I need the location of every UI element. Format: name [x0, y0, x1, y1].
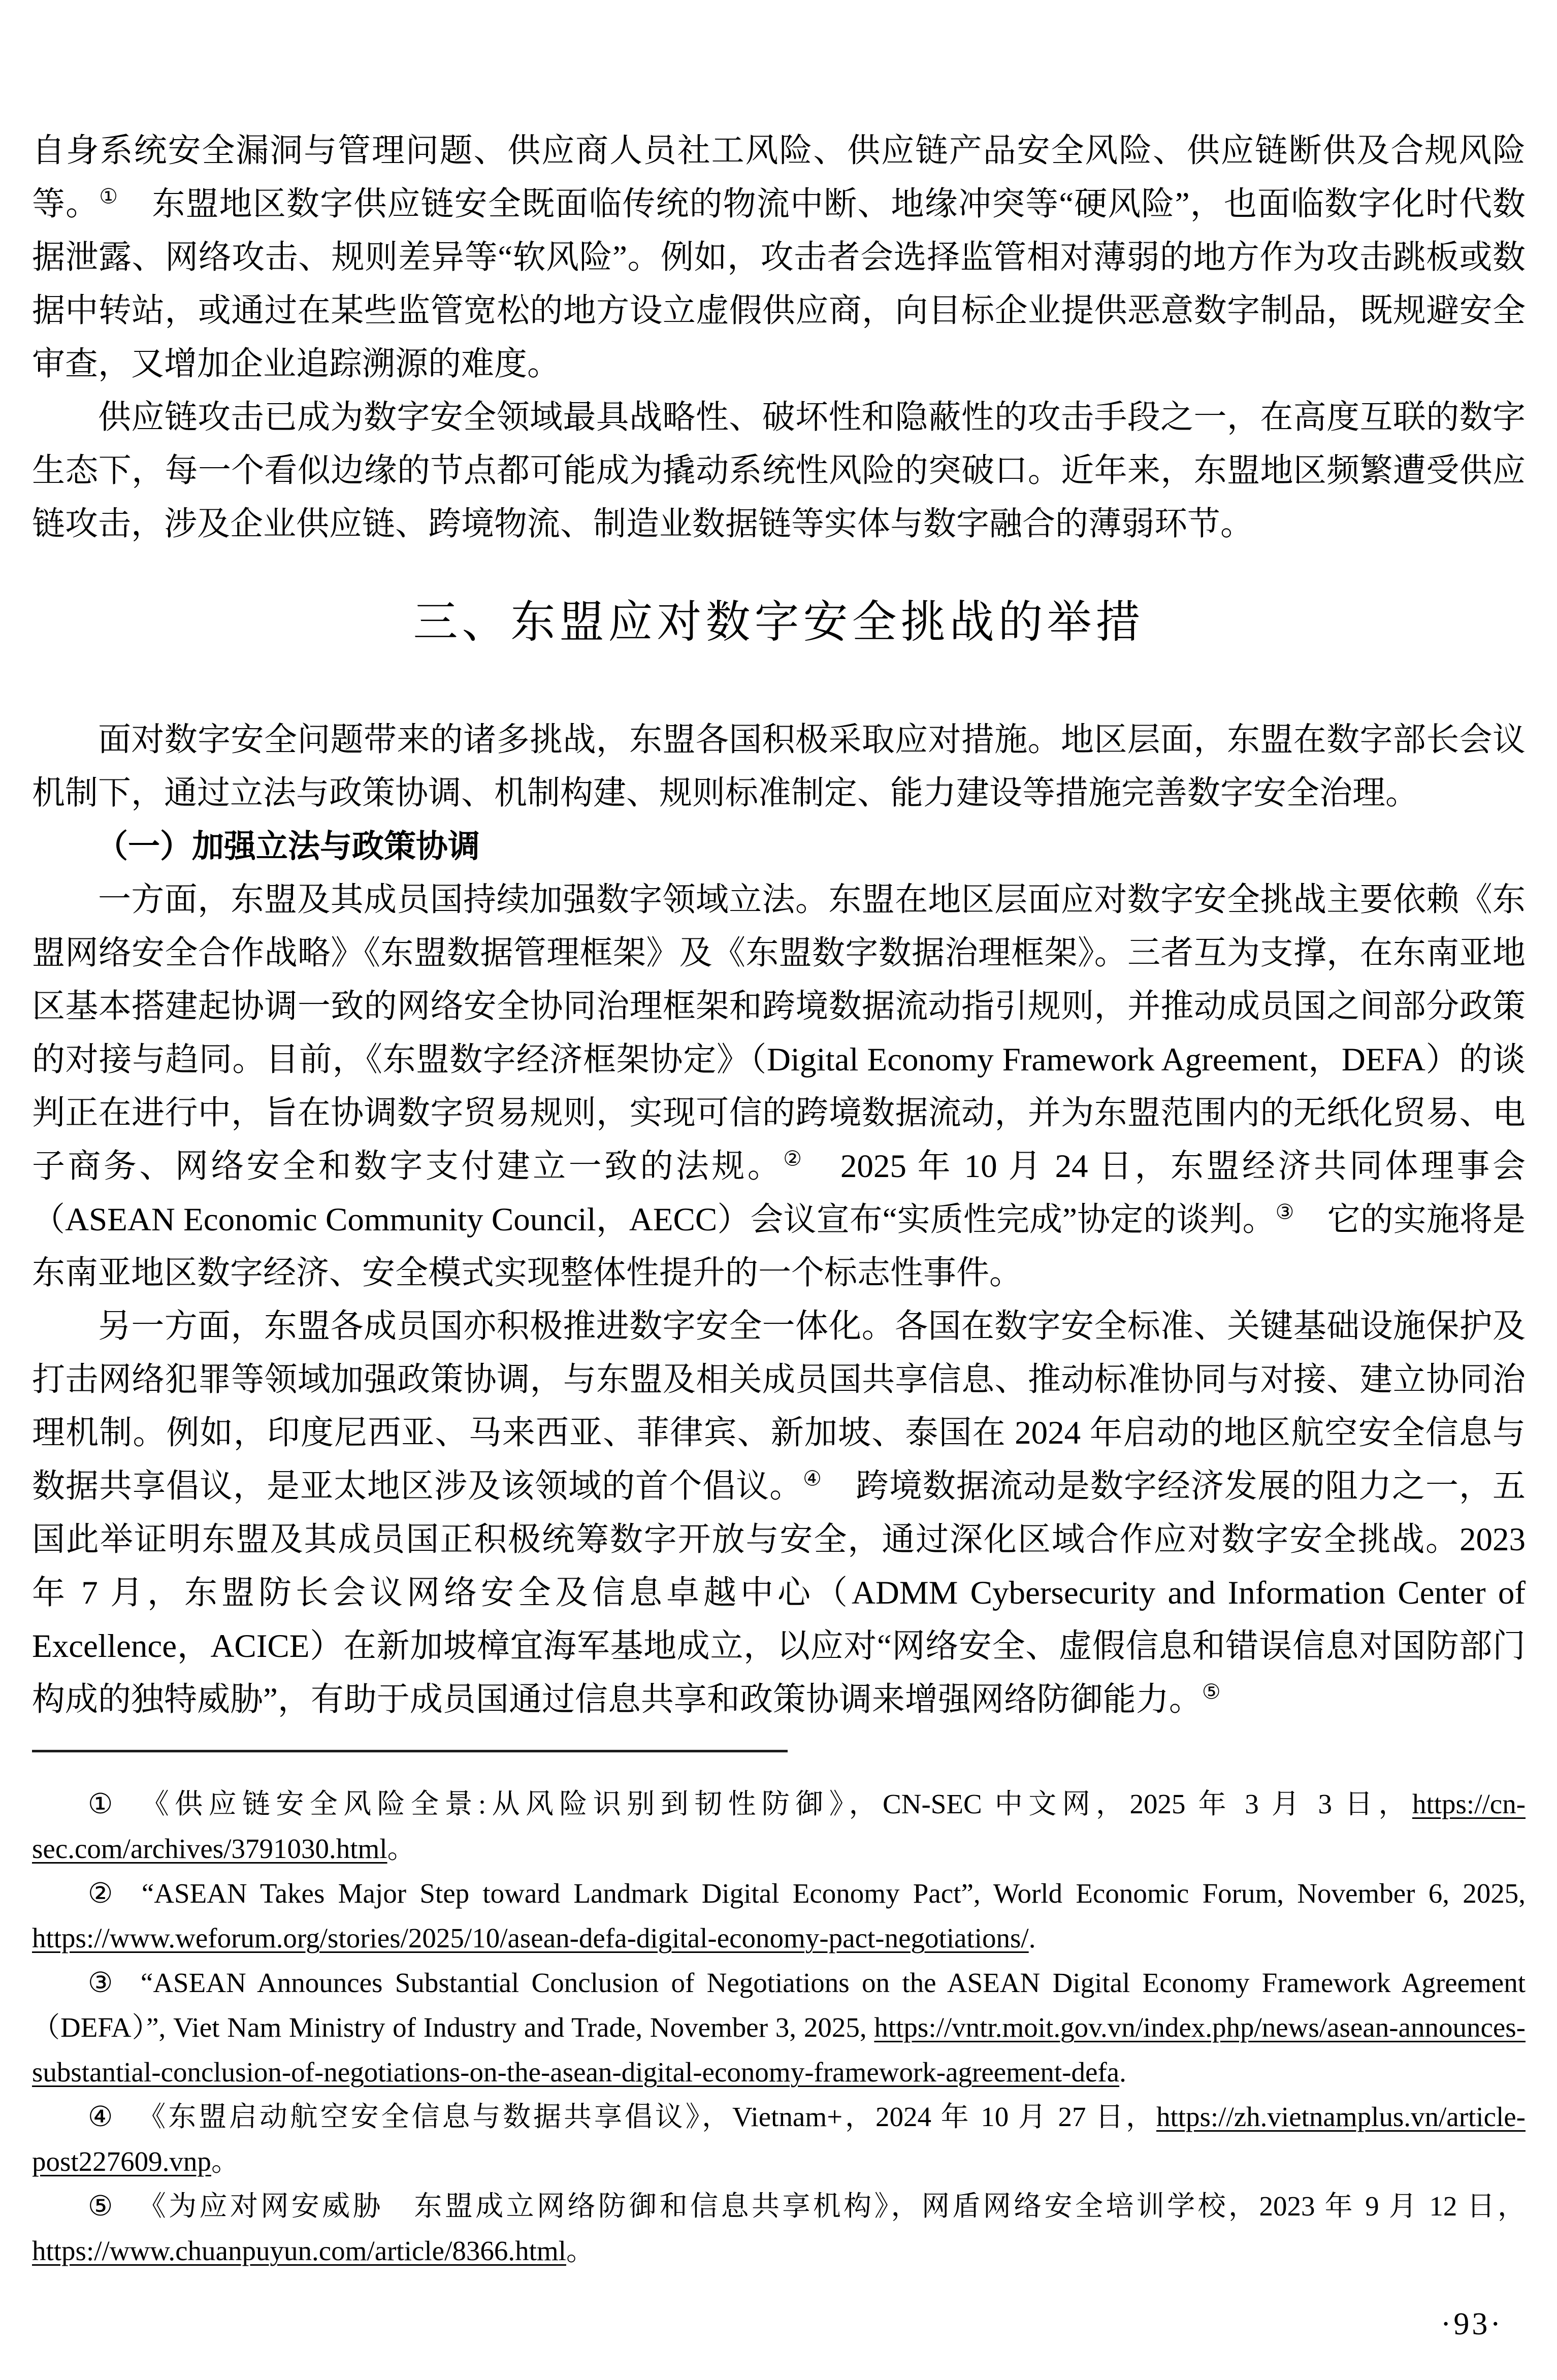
body-text: 跨境数据流动是数字经济发展的阻力之一，五国此举证明东盟及其成员国正积极统筹数字开放与安全，通过深化区域合作应对数字安全挑战。2023 年 7 月，东盟防长会议网络安全及信息卓越中心（ADMM Cybersecurity and Information Center of Excellence，ACICE）在新加坡樟宜海军基地成立，以应对“网络安全、虚假信息和错误信息对国防部门构成的独特威胁”，有助于成员国通过信息共享和政策协调来增强网络防御能力。 [32, 1468, 1526, 1718]
footnote-marker-2: ② [88, 1878, 119, 1909]
footnotes-list [32, 1782, 1526, 2273]
footnote-4 [32, 2095, 1526, 2184]
body-text: 东盟地区数字供应链安全既面临传统的物流中断、地缘冲突等“硬风险”，也面临数字化时代数据泄露、网络攻击、规则差异等“软风险”。例如，攻击者会选择监管相对薄弱的地方作为攻击跳板或数据中转站，或通过在某些监管宽松的地方设立虚假供应商，向目标企业提供恶意数字制品，既规避安全审查，又增加企业追踪溯源的难度。 [32, 186, 1526, 382]
paragraph [32, 713, 1526, 820]
footnote-text: . [1028, 1922, 1036, 1953]
footnote-marker-3: ③ [88, 1967, 118, 1998]
footnote-ref-4: ④ [803, 1466, 822, 1490]
footnote-marker-5: ⑤ [88, 2191, 116, 2222]
footnote-text: 《供应链安全风险全景:从风险识别到韧性防御》，CN-SEC 中文网，2025 年 3 月 3 日， [141, 1788, 1412, 1819]
footnote-text: “ASEAN Announces Substantial Conclusion of Negotiations on the ASEAN Digital Economy Framework Agreement（DEFA）”, Viet Nam Ministry of Industry and Trade, November 3, 2025, [32, 1967, 1526, 2043]
footnote-text: 《东盟启动航空安全信息与数据共享倡议》，Vietnam+，2024 年 10 月 27 日， [138, 2101, 1156, 2132]
footnote-5 [32, 2184, 1526, 2273]
paragraph [32, 1300, 1526, 1726]
body-text: 另一方面，东盟各成员国亦积极推进数字安全一体化。各国在数字安全标准、关键基础设施保护及打击网络犯罪等领域加强政策协调，与东盟及相关成员国共享信息、推动标准协同与对接、建立协同治理机制。例如，印度尼西亚、马来西亚、菲律宾、新加坡、泰国在 2024 年启动的地区航空安全信息与数据共享倡议，是亚太地区涉及该领域的首个倡议。 [32, 1308, 1526, 1505]
body-text: 自身系统安全漏洞与管理问题、供应商人员社工风险、供应链产品安全风险、供应链断供及合规风险等。 [32, 133, 1526, 222]
paragraph [32, 873, 1526, 1300]
footnote-text: 。 [566, 2235, 594, 2266]
footnote-text: “ASEAN Takes Major Step toward Landmark Digital Economy Pact”, World Economic Forum, November 6, 2025, [141, 1878, 1526, 1909]
footnote-marker-4: ④ [88, 2101, 116, 2132]
footnote-text: 。 [387, 1833, 415, 1864]
subsection-heading: （一）加强立法与政策协调 [96, 829, 480, 864]
paragraph [32, 391, 1526, 551]
body-text: 一方面，东盟及其成员国持续加强数字领域立法。东盟在地区层面应对数字安全挑战主要依赖《东盟网络安全合作战略》《东盟数据管理框架》及《东盟数字数据治理框架》。三者互为支撑，在东南亚地区基本搭建起协调一致的网络安全协同治理框架和跨境数据流动指引规则，并推动成员国之间部分政策的对接与趋同。目前，《东盟数字经济框架协定》（Digital Economy Framework Agreement，DEFA）的谈判正在进行中，旨在协调数字贸易规则，实现可信的跨境数据流动，并为东盟范围内的无纸化贸易、电子商务、网络安全和数字支付建立一致的法规。 [32, 882, 1526, 1185]
body-text: 它的实施将是东南亚地区数字经济、安全模式实现整体性提升的一个标志性事件。 [32, 1201, 1526, 1291]
footnote-ref-5: ⑤ [1202, 1680, 1221, 1704]
footnote-text: . [1119, 2057, 1126, 2088]
paragraph-continuation [32, 124, 1526, 391]
page-number: ·93· [1440, 2307, 1503, 2341]
footnote-link-2[interactable]: https://www.weforum.org/stories/2025/10/asean-defa-digital-economy-pact-negotiations/ [32, 1922, 1029, 1953]
footnote-link-3[interactable]: https://vntr.moit.gov.vn/index.php/news/asean-announces-substantial-conclusion-of-negotiations-on-the-asean-digital-economy-framework-agreement-defa [32, 2012, 1526, 2088]
footnote-text: 《为应对网安威胁 东盟成立网络防御和信息共享机构》，网盾网络安全培训学校，2023 年 9 月 12 日， [138, 2191, 1526, 2222]
footnote-1 [32, 1782, 1526, 1871]
footnote-link-4[interactable]: https://zh.vietnamplus.vn/article-post227609.vnp [32, 2101, 1526, 2177]
footnote-3 [32, 1961, 1526, 2095]
body-text: 2025 年 10 月 24 日，东盟经济共同体理事会（ASEAN Economic Community Council，AECC）会议宣布“实质性完成”协定的谈判。 [32, 1148, 1526, 1238]
footnote-separator [32, 1750, 788, 1752]
footnote-ref-2: ② [783, 1147, 805, 1170]
footnote-ref-3: ③ [1275, 1200, 1294, 1224]
footnote-ref-1: ① [99, 184, 119, 208]
footnote-text: 。 [211, 2146, 239, 2177]
footnote-link-1[interactable]: https://cn-sec.com/archives/3791030.html [32, 1788, 1526, 1864]
body-text: 面对数字安全问题带来的诸多挑战，东盟各国积极采取应对措施。地区层面，东盟在数字部长会议机制下，通过立法与政策协调、机制构建、规则标准制定、能力建设等措施完善数字安全治理。 [32, 722, 1526, 811]
section-heading: 三、东盟应对数字安全挑战的举措 [413, 598, 1145, 647]
footnote-2 [32, 1871, 1526, 1961]
footnote-link-5[interactable]: https://www.chuanpuyun.com/article/8366.html [32, 2235, 566, 2266]
footnote-marker-1: ① [88, 1788, 119, 1819]
body-text: 供应链攻击已成为数字安全领域最具战略性、破坏性和隐蔽性的攻击手段之一，在高度互联的数字生态下，每一个看似边缘的节点都可能成为撬动系统性风险的突破口。近年来，东盟地区频繁遭受供应链攻击，涉及企业供应链、跨境物流、制造业数据链等实体与数字融合的薄弱环节。 [32, 399, 1526, 542]
